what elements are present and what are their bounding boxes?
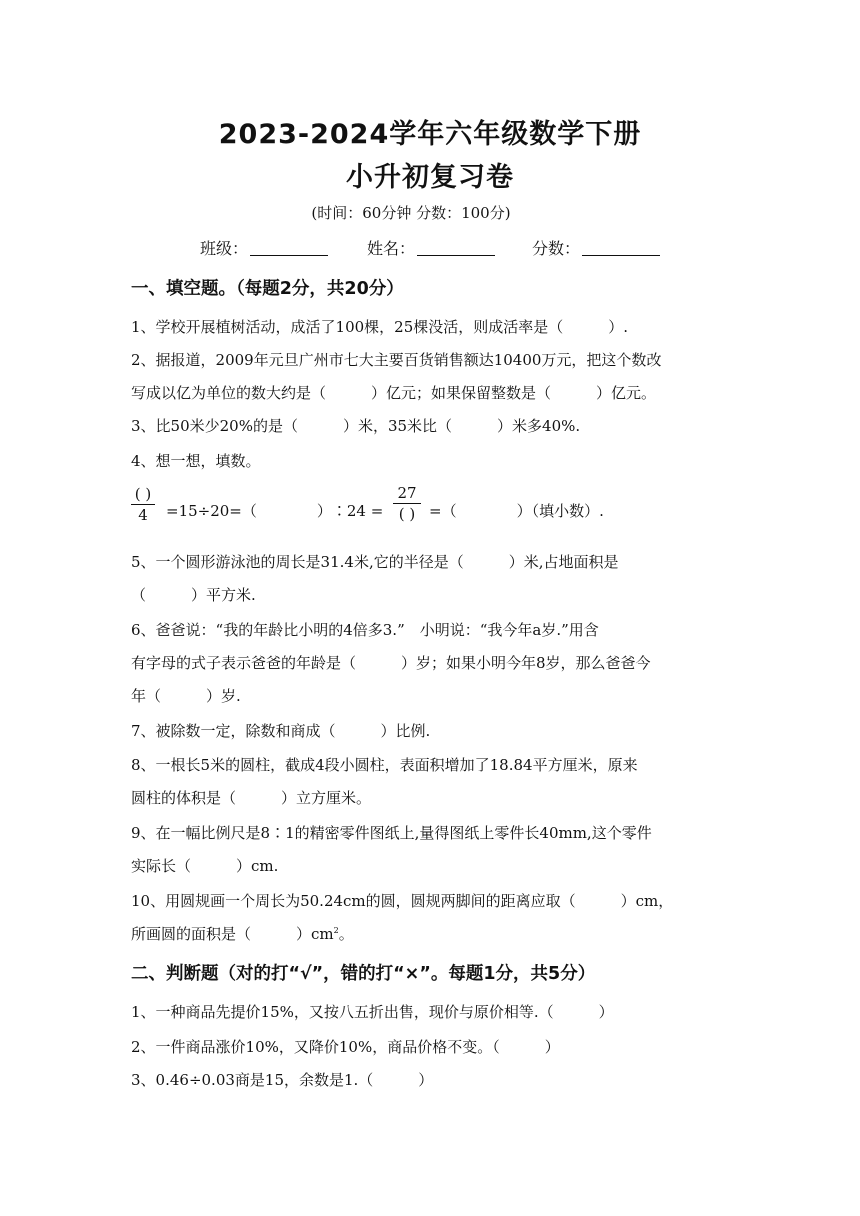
section-1-heading: 一、填空题。（每题2分，共20分）: [131, 279, 404, 299]
title-line-1: 2023-2024学年六年级数学下册: [218, 119, 642, 150]
squared-superscript: 2: [333, 926, 339, 935]
question-4: 4、想一想，填数。: [131, 452, 261, 470]
question-9-line-1: 9、在一幅比例尺是8∶1的精密零件图纸上,量得图纸上零件长40mm,这个零件: [131, 824, 652, 842]
question-9-line-2: 实际长（ ）cm.: [131, 857, 279, 875]
question-10-line-1: 10、用圆规画一个周长为50.24cm的圆，圆规两脚间的距离应取（ ）cm，: [131, 892, 674, 910]
score-field: [532, 236, 660, 259]
question-10-end: 。: [338, 925, 354, 943]
question-10-line-2: [131, 923, 354, 944]
question-5-line-2: （ ）平方米.: [131, 586, 256, 604]
class-field: [200, 236, 328, 259]
score-label: 分数：: [532, 239, 581, 258]
judge-question-1: 1、一种商品先提价15%，又按八五折出售，现价与原价相等.（ ）: [131, 1003, 614, 1021]
fraction-bar: [131, 504, 155, 505]
question-2-line-1: 2、据报道，2009年元旦广州市七大主要百货销售额达10400万元，把这个数改: [131, 351, 662, 369]
name-blank: [417, 241, 495, 256]
equation-tail: =（ ）（填小数）.: [429, 502, 604, 520]
name-field: [367, 236, 495, 259]
name-label: 姓名：: [367, 239, 416, 258]
question-5-line-1: 5、一个圆形游泳池的周长是31.4米,它的半径是（ ）米,占地面积是: [131, 553, 619, 571]
class-blank: [250, 241, 328, 256]
fraction-blank-over-4: [131, 485, 155, 524]
section-2-heading: 二、判断题（对的打“√”，错的打“×”。每题1分，共5分）: [131, 964, 596, 984]
class-label: 班级：: [200, 239, 249, 258]
question-8-line-2: 圆柱的体积是（ ）立方厘米。: [131, 789, 372, 807]
fraction-27-over-blank: [393, 484, 421, 523]
question-3: 3、比50米少20%的是（ ）米，35米比（ ）米多40%.: [131, 417, 581, 435]
fraction-bar: [393, 503, 421, 504]
judge-question-2: 2、一件商品涨价10%，又降价10%，商品价格不变。（ ）: [131, 1038, 560, 1056]
fraction-denominator: 4: [138, 506, 148, 524]
title-line-2: 小升初复习卷: [346, 162, 514, 193]
judge-question-3: 3、0.46÷0.03商是15，余数是1.（ ）: [131, 1071, 434, 1089]
question-1: 1、学校开展植树活动，成活了100棵，25棵没活，则成活率是（ ）.: [131, 318, 629, 336]
question-6-line-2: 有字母的式子表示爸爸的年龄是（ ）岁；如果小明今年8岁，那么爸爸今: [131, 654, 651, 672]
question-2-line-2: 写成以亿为单位的数大约是（ ）亿元；如果保留整数是（ ）亿元。: [131, 384, 657, 402]
score-blank: [582, 241, 660, 256]
equation-middle: =15÷20=（ ）∶24 =: [166, 502, 384, 520]
question-6-line-1: 6、爸爸说：“我的年龄比小明的4倍多3.” 小明说：“我今年a岁.”用含: [131, 621, 599, 639]
fraction-numerator: ( ): [134, 485, 152, 503]
exam-info: (时间：60分钟 分数：100分): [311, 204, 511, 222]
question-10-text: 所画圆的面积是（ ）cm: [131, 925, 334, 943]
fraction-numerator: 27: [397, 484, 417, 502]
fraction-denominator: ( ): [398, 505, 416, 523]
question-6-line-3: 年（ ）岁.: [131, 687, 241, 705]
question-8-line-1: 8、一根长5米的圆柱，截成4段小圆柱，表面积增加了18.84平方厘米，原来: [131, 756, 638, 774]
question-7: 7、被除数一定，除数和商成（ ）比例.: [131, 722, 431, 740]
